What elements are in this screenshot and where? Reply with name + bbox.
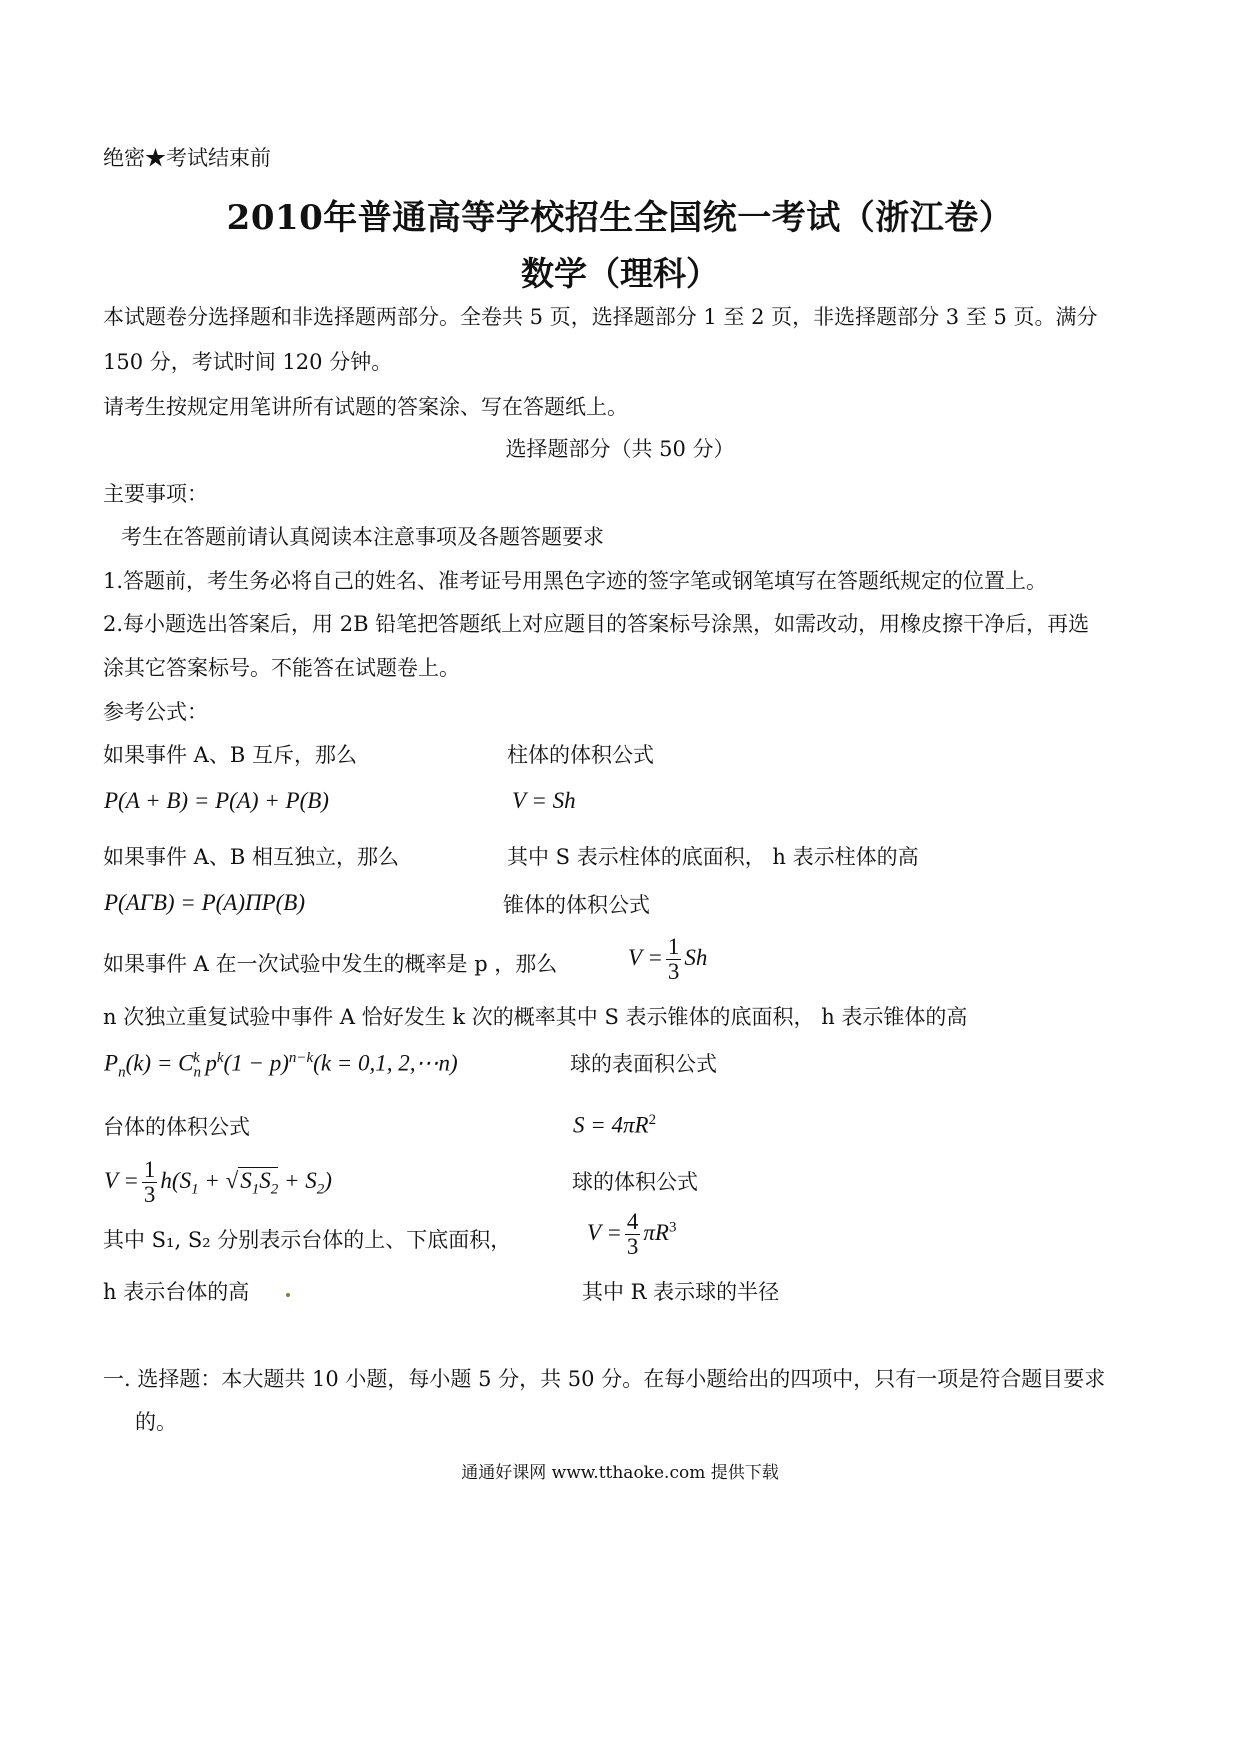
sphere-area-title: 球的表面积公式 bbox=[570, 1052, 717, 1076]
binom-formula: $P_n(k) = C_n^k$ $p^k(1 - p)^{n-k}(k = 0,1$, 2,⋯n) bbox=[104, 1050, 458, 1081]
prism-title: 柱体的体积公式 bbox=[507, 743, 654, 767]
indep-text: 如果事件 A、B 相互独立，那么 bbox=[103, 845, 399, 869]
frustum-formula: V = $\frac{1}{3}$ $h(S_1 + √S_1S_2 + S_2)$ bbox=[104, 1157, 332, 1208]
intro-line-3: 请考生按规定用笔讲所有试题的答案涂、写在答题纸上。 bbox=[103, 395, 628, 419]
scan-speck bbox=[286, 1293, 290, 1297]
indep-formula: P(AΓB) = P(A)ΠP(B) bbox=[104, 890, 306, 915]
cone-title: 锥体的体积公式 bbox=[503, 893, 650, 917]
prism-formula: V = Sh bbox=[512, 788, 576, 813]
footer-credit: 通通好课网 www.tthaoke.com 提供下载 bbox=[461, 1463, 779, 1483]
intro-line-2: 150 分，考试时间 120 分钟。 bbox=[103, 350, 393, 374]
exam-subtitle: 数学（理科） bbox=[521, 254, 719, 293]
section-heading: 选择题部分（共 50 分） bbox=[505, 437, 735, 461]
formulas-heading: 参考公式： bbox=[103, 700, 208, 724]
part-one-line-2: 的。 bbox=[135, 1410, 177, 1434]
mutex-formula: P(A + B) = P(A) + P(B) bbox=[104, 788, 329, 813]
sphere-area-formula: $S = 4\pi R^2$ bbox=[573, 1112, 657, 1138]
intro-line-1: 本试题卷分选择题和非选择题两部分。全卷共 5 页，选择题部分 1 至 2 页，非选择题部分 3 至 5 页。满分 bbox=[103, 305, 1098, 329]
exam-title: 2010年普通高等学校招生全国统一考试（浙江卷） bbox=[226, 198, 1014, 238]
notice-line-2b: 涂其它答案标号。不能答在试题卷上。 bbox=[103, 656, 460, 680]
confidential-mark: 绝密★考试结束前 bbox=[103, 146, 271, 170]
notice-heading: 主要事项： bbox=[103, 482, 208, 506]
notice-line-1: 1.答题前，考生务必将自己的姓名、准考证号用黑色字迹的签字笔或钢笔填写在答题纸规定的位置上。 bbox=[103, 569, 1048, 593]
prism-note: 其中 S 表示柱体的底面积， h 表示柱体的高 bbox=[507, 845, 919, 869]
sphere-vol-title: 球的体积公式 bbox=[572, 1170, 698, 1194]
binom-text: n 次独立重复试验中事件 A 恰好发生 k 次的概率其中 S 表示锥体的底面积， h 表示锥体的高 bbox=[103, 1005, 968, 1029]
notice-line-0: 考生在答题前请认真阅读本注意事项及各题答题要求 bbox=[121, 525, 604, 549]
frustum-title: 台体的体积公式 bbox=[103, 1115, 250, 1139]
prob-text: 如果事件 A 在一次试验中发生的概率是 p ，那么 bbox=[103, 952, 558, 976]
sphere-vol-formula: V = $\frac{4}{3}$ $\pi R^3$ bbox=[587, 1209, 677, 1260]
mutex-text: 如果事件 A、B 互斥，那么 bbox=[103, 743, 357, 767]
sphere-note: 其中 R 表示球的半径 bbox=[582, 1280, 780, 1304]
cone-formula: V = $\frac{1}{3}$ Sh bbox=[628, 934, 708, 985]
frustum-note: 其中 S₁, S₂ 分别表示台体的上、下底面积， bbox=[103, 1228, 512, 1252]
notice-line-2a: 2.每小题选出答案后，用 2B 铅笔把答题纸上对应题目的答案标号涂黑，如需改动，用橡皮擦干净后，再选 bbox=[103, 612, 1090, 636]
part-one-line-1: 一. 选择题：本大题共 10 小题，每小题 5 分，共 50 分。在每小题给出的四项中，只有一项是符合题目要求 bbox=[103, 1367, 1106, 1391]
frustum-height-note: h 表示台体的高 bbox=[103, 1280, 250, 1304]
